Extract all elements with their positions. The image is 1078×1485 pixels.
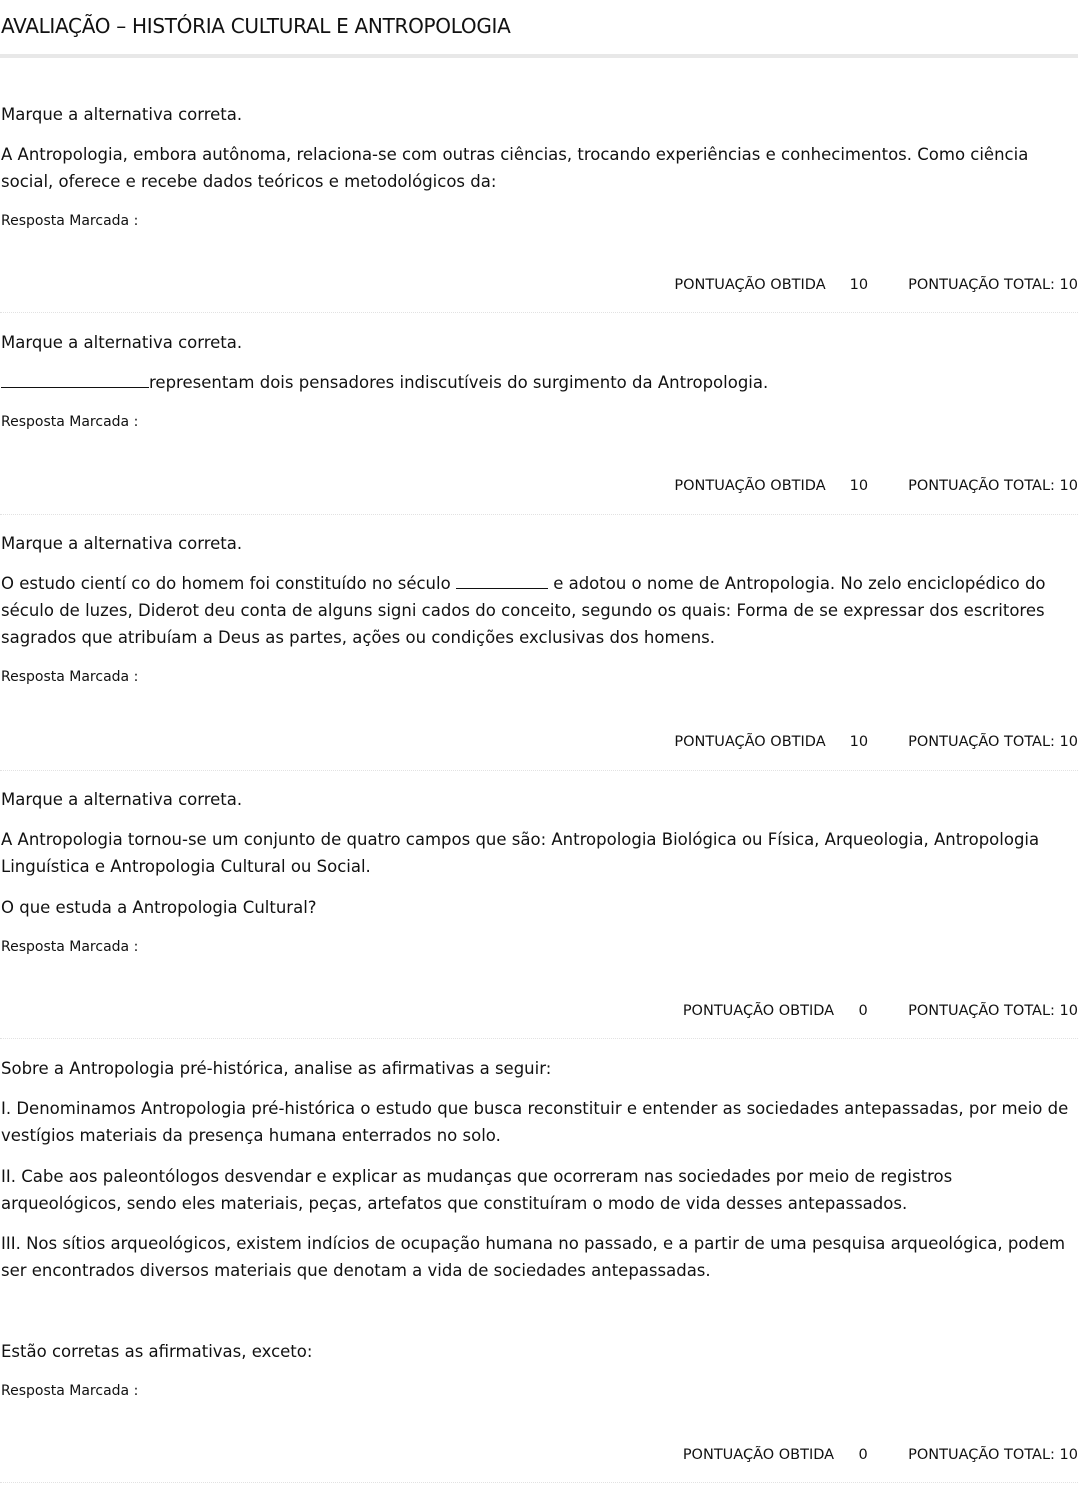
question-prompt: Marque a alternativa correta. (1, 790, 243, 809)
page-title: AVALIAÇÃO – HISTÓRIA CULTURAL E ANTROPOLOGIA (1, 14, 511, 38)
question-prompt: Marque a alternativa correta. (1, 105, 243, 124)
question-prompt: Sobre a Antropologia pré-histórica, analise as afirmativas a seguir: (1, 1059, 552, 1078)
score-obtained-label: PONTUAÇÃO OBTIDA (674, 478, 826, 494)
statement-3: III. Nos sítios arqueológicos, existem indícios de ocupação humana no passado, e a partir de uma pesquisa arqueológica, podem ser encontrados diversos materiais que denotam a vida de sociedades antepassadas. (1, 1234, 1066, 1280)
question-divider (0, 1482, 1078, 1483)
score-obtained-value: 0 (858, 1003, 868, 1019)
question-text: representam dois pensadores indiscutíveis do surgimento da Antropologia. (149, 373, 769, 392)
score-total-label: PONTUAÇÃO TOTAL: 10 (908, 1003, 1078, 1019)
answer-label: Resposta Marcada : (1, 414, 139, 430)
question-prompt: Marque a alternativa correta. (1, 534, 243, 553)
question-prompt: Marque a alternativa correta. (1, 333, 243, 352)
question-ask: O que estuda a Antropologia Cultural? (1, 898, 317, 917)
fill-in-blank (1, 371, 149, 388)
question-text-end: e adotou o nome de Antropologia. No zelo enciclopédico do século de luzes, Diderot deu conta de alguns signi cados do conceito, segundo os quais: Forma de se expressar dos escritores sagrados que atribuíam a Deus as partes, ações ou condições exclusivas dos homens. (1, 574, 1046, 647)
fill-in-blank (456, 572, 548, 589)
question-divider (0, 514, 1078, 515)
score-obtained-value: 0 (858, 1447, 868, 1463)
score-obtained-value: 10 (849, 734, 869, 750)
question-text-start: O estudo cientí co do homem foi constituído no século (1, 574, 451, 593)
question-divider (0, 1038, 1078, 1039)
score-obtained-label: PONTUAÇÃO OBTIDA (674, 734, 826, 750)
question-divider (0, 770, 1078, 771)
question-ask: Estão corretas as afirmativas, exceto: (1, 1342, 313, 1361)
question-text: A Antropologia tornou-se um conjunto de quatro campos que são: Antropologia Biológica ou Física, Arqueologia, Antropologia Linguística e Antropologia Cultural ou Social. (1, 830, 1040, 876)
score-row (683, 1003, 1078, 1019)
answer-label: Resposta Marcada : (1, 1383, 139, 1399)
score-row (674, 734, 1078, 750)
score-obtained-label: PONTUAÇÃO OBTIDA (674, 277, 826, 293)
score-obtained-value: 10 (849, 277, 869, 293)
score-obtained-label: PONTUAÇÃO OBTIDA (682, 1003, 835, 1019)
score-total-label: PONTUAÇÃO TOTAL: 10 (908, 277, 1078, 293)
score-total-label: PONTUAÇÃO TOTAL: 10 (908, 734, 1078, 750)
question-divider (0, 312, 1078, 313)
score-row (674, 277, 1078, 293)
question-text: A Antropologia, embora autônoma, relaciona-se com outras ciências, trocando experiências e conhecimentos. Como ciência social, oferece e recebe dados teóricos e metodológicos da: (1, 145, 1029, 191)
answer-label: Resposta Marcada : (1, 939, 139, 955)
question-text-paragraph (1, 570, 1076, 651)
answer-label: Resposta Marcada : (1, 213, 139, 229)
score-total-label: PONTUAÇÃO TOTAL: 10 (908, 478, 1078, 494)
score-obtained-value: 10 (849, 478, 869, 494)
answer-label: Resposta Marcada : (1, 669, 139, 685)
score-total-label: PONTUAÇÃO TOTAL: 10 (908, 1447, 1078, 1463)
statement-2: II. Cabe aos paleontólogos desvendar e explicar as mudanças que ocorreram nas sociedades por meio de registros arqueológicos, sendo eles materiais, peças, artefatos que constituíram o modo de vida desses antepassados. (1, 1167, 953, 1213)
score-row (683, 1447, 1078, 1463)
title-divider (0, 54, 1078, 58)
score-obtained-label: PONTUAÇÃO OBTIDA (682, 1447, 835, 1463)
score-row (674, 478, 1078, 494)
question-text-line (1, 369, 1076, 396)
statement-1: I. Denominamos Antropologia pré-histórica o estudo que busca reconstituir e entender as sociedades antepassadas, por meio de vestígios materiais da presença humana enterrados no solo. (1, 1099, 1069, 1145)
